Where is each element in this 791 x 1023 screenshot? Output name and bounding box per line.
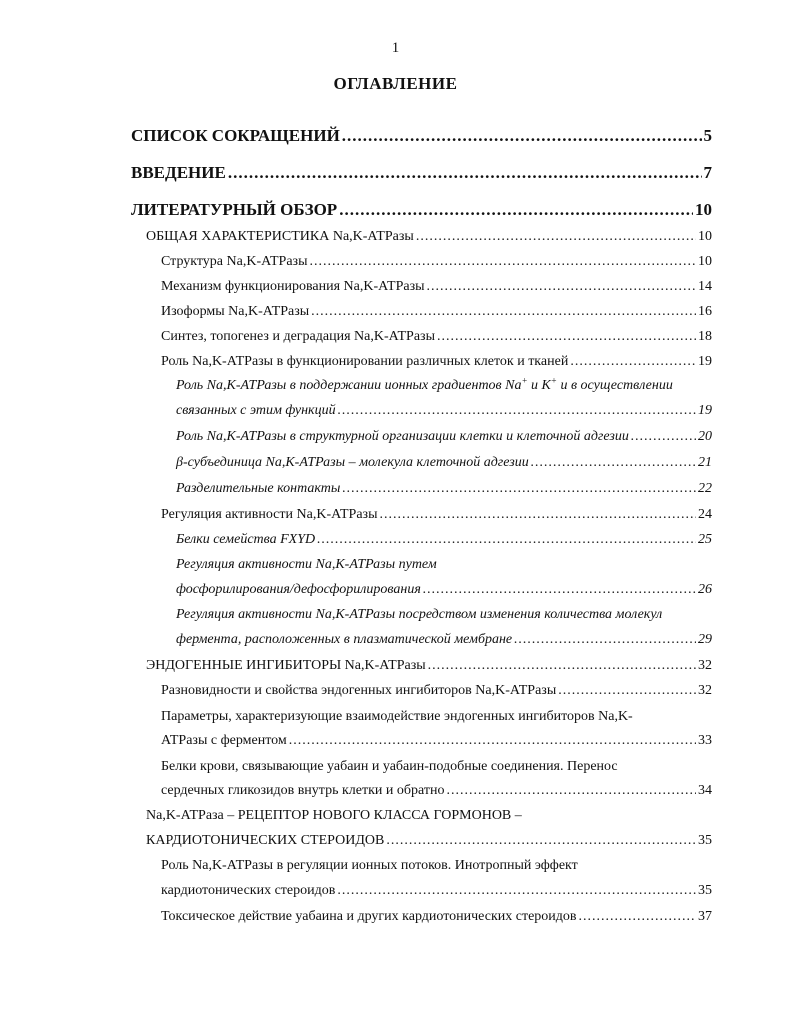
toc-entry-parameters-line1[interactable]: Параметры, характеризующие взаимодействие эндогенных ингибиторов Na,K-: [161, 709, 633, 724]
toc-entry-title: АТРазы с ферментом: [161, 733, 287, 748]
toc-entry-structure[interactable]: [161, 254, 712, 270]
toc-entry-regulation[interactable]: [161, 507, 712, 523]
toc-entry-fxyd[interactable]: [176, 532, 712, 548]
toc-entry-title: Механизм функционирования Na,K-АТРазы: [161, 279, 425, 294]
toc-entry-title: ОБЩАЯ ХАРАКТЕРИСТИКА Na,K-АТРазы: [146, 229, 414, 244]
toc-page-number: 18: [698, 329, 712, 344]
toc-page-number: 10: [698, 254, 712, 269]
toc-entry-ion-flows-line1[interactable]: Роль Na,K-АТРазы в регуляции ионных потоков. Инотропный эффект: [161, 858, 578, 873]
toc-entry-title: ЭНДОГЕННЫЕ ИНГИБИТОРЫ Na,K-АТРазы: [146, 658, 426, 673]
toc-entry-title: кардиотонических стероидов: [161, 883, 336, 898]
toc-entry-synthesis[interactable]: [161, 329, 712, 345]
toc-entry-title: Белки семейства FXYD: [176, 532, 316, 547]
toc-page-number: 26: [698, 582, 712, 597]
toc-entry-title: Изоформы Na,K-АТРазы: [161, 304, 310, 319]
toc-page-number: 10: [695, 200, 712, 219]
toc-entry-title: ВВЕДЕНИЕ: [131, 163, 226, 182]
toc-entry-title: Токсическое действие уабаина и других кардиотонических стероидов: [161, 909, 577, 924]
toc-page-number: 10: [698, 229, 712, 244]
toc-entry-introduction[interactable]: [131, 163, 712, 183]
toc-entry-varieties[interactable]: [161, 683, 712, 699]
toc-entry-general[interactable]: [146, 229, 712, 245]
page-number: 1: [391, 40, 400, 56]
toc-entry-blood-proteins[interactable]: [161, 783, 712, 799]
toc-page-number: 37: [698, 909, 712, 924]
toc-page-number: 19: [698, 403, 712, 418]
toc-entry-title: Роль Na,K-АТРазы в структурной организации клетки и клеточной адгезии: [176, 429, 629, 444]
toc-entry-abbreviations[interactable]: [131, 126, 712, 146]
toc-page-number: 16: [698, 304, 712, 319]
toc-entry-role[interactable]: [161, 354, 712, 370]
toc-page-number: 33: [698, 733, 712, 748]
page-title: ОГЛАВЛЕНИЕ: [333, 74, 458, 93]
toc-entry-mechanism[interactable]: [161, 279, 712, 295]
toc-entry-ion-gradients-line1[interactable]: Роль Na,K-АТРазы в поддержании ионных градиентов Na+ и K+ и в осуществлении: [176, 375, 673, 393]
toc-entry-inhibitors[interactable]: [146, 658, 712, 674]
toc-entry-beta-subunit[interactable]: [176, 455, 712, 471]
toc-page-number: 34: [698, 783, 712, 798]
toc-entry-title: фермента, расположенных в плазматической мембране: [176, 632, 513, 647]
toc-page-number: 14: [698, 279, 712, 294]
toc-entry-title: β-субъединица Na,K-АТРазы – молекула клеточной адгезии: [176, 455, 529, 470]
toc-entry-title: Разновидности и свойства эндогенных ингибиторов Na,K-АТРазы: [161, 683, 557, 698]
toc-entry-receptor-line1[interactable]: Na,K-АТРаза – РЕЦЕПТОР НОВОГО КЛАССА ГОРМОНОВ –: [146, 808, 522, 823]
toc-entry-title: связанных с этим функций: [176, 403, 336, 418]
toc-page-number: 24: [698, 507, 712, 522]
toc-entry-title: Роль Na,K-АТРазы в функционировании различных клеток и тканей: [161, 354, 569, 369]
toc-page-number: 22: [698, 481, 712, 496]
toc-page-number: 32: [698, 683, 712, 698]
toc-page-number: 21: [698, 455, 712, 470]
toc-entry-title: фосфорилирования/дефосфорилирования: [176, 582, 421, 597]
toc-entry-molecules-line1[interactable]: Регуляция активности Na,K-АТРазы посредством изменения количества молекул: [176, 607, 663, 622]
toc-entry-structural[interactable]: [176, 429, 712, 445]
toc-page-number: 29: [698, 632, 712, 647]
toc-entry-title: ЛИТЕРАТУРНЫЙ ОБЗОР: [131, 200, 338, 219]
toc-entry-title: Регуляция активности Na,K-АТРазы: [161, 507, 378, 522]
toc-entry-literature-review[interactable]: [131, 200, 712, 220]
toc-entry-molecules[interactable]: [176, 632, 712, 648]
toc-entry-title: СПИСОК СОКРАЩЕНИЙ: [131, 126, 340, 145]
toc-entry-phosphorylation-line1[interactable]: Регуляция активности Na,K-АТРазы путем: [176, 557, 437, 572]
toc-page-number: 35: [698, 833, 712, 848]
toc-entry-parameters[interactable]: [161, 733, 712, 749]
toc-entry-title: КАРДИОТОНИЧЕСКИХ СТЕРОИДОВ: [146, 833, 385, 848]
toc-entry-receptor[interactable]: [146, 833, 712, 849]
toc-entry-ion-flows[interactable]: [161, 883, 712, 899]
toc-entry-title: сердечных гликозидов внутрь клетки и обратно: [161, 783, 445, 798]
toc-entry-title: Структура Na,K-АТРазы: [161, 254, 308, 269]
toc-entry-phosphorylation[interactable]: [176, 582, 712, 598]
toc-entry-contacts[interactable]: [176, 481, 712, 497]
toc-entry-title: Разделительные контакты: [176, 481, 341, 496]
toc-entry-title: Синтез, топогенез и деградация Na,K-АТРазы: [161, 329, 435, 344]
toc-page-number: 5: [703, 126, 712, 145]
toc-entry-isoforms[interactable]: [161, 304, 712, 320]
toc-page-number: 19: [698, 354, 712, 369]
toc-entry-ion-gradients[interactable]: [176, 403, 712, 419]
toc-page-number: 25: [698, 532, 712, 547]
toc-entry-toxic[interactable]: [161, 909, 712, 925]
toc-entry-blood-proteins-line1[interactable]: Белки крови, связывающие уабаин и уабаин-подобные соединения. Перенос: [161, 759, 618, 774]
toc-page-number: 35: [698, 883, 712, 898]
toc-page-number: 7: [703, 163, 712, 182]
toc-page-number: 20: [698, 429, 712, 444]
toc-page-number: 32: [698, 658, 712, 673]
